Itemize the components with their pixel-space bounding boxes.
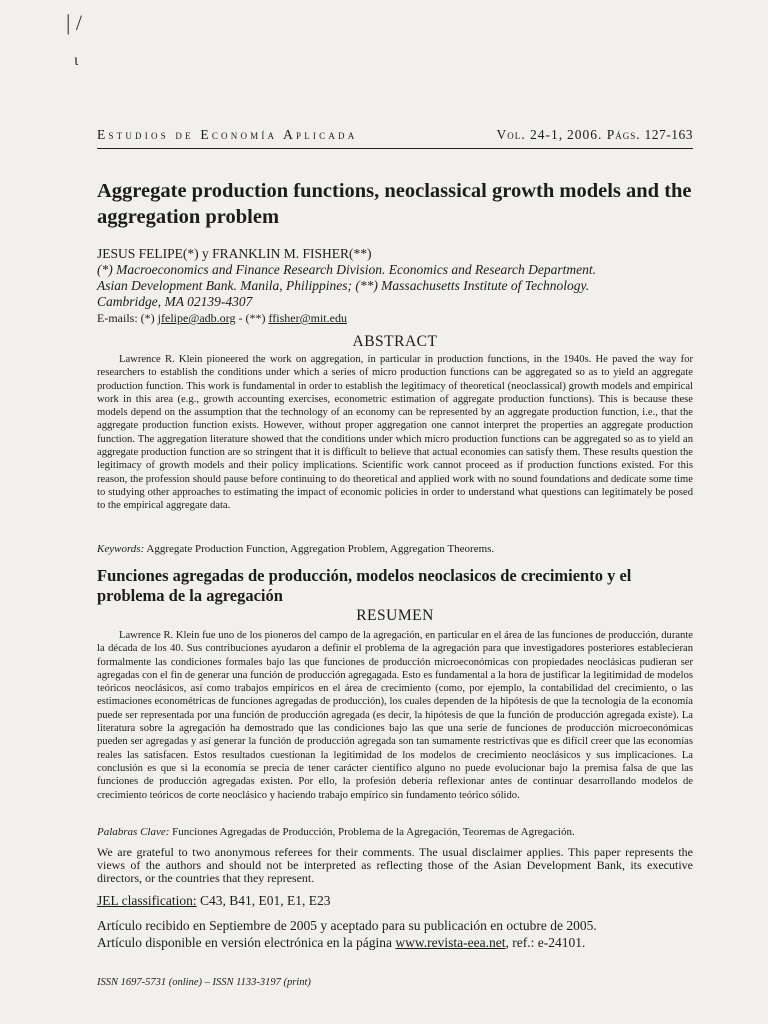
email-link-felipe[interactable]: jfelipe@adb.org [157,311,236,325]
email-link-fisher[interactable]: ffisher@mit.edu [268,311,347,325]
journal-year-pages: 2006. Págs. [566,127,641,142]
scan-mark-left: ι [74,52,79,69]
journal-header [97,127,693,143]
article-available [97,935,707,951]
jel-label: JEL classification: [97,893,197,908]
author-names: JESUS FELIPE(*) y FRANKLIN M. FISHER(**) [97,246,372,261]
palabras-clave-label: Palabras Clave: [97,826,170,838]
resumen-heading: RESUMEN [356,607,434,624]
keywords-line [97,542,693,556]
scan-mark-top: | / [66,10,83,35]
keywords-label: Keywords: [97,543,145,555]
affiliation-line-3: Cambridge, MA 02139-4307 [97,294,253,309]
journal-name: Estudios de Economía Aplicada [97,127,358,142]
jel-codes: C43, B41, E01, E1, E23 [199,893,331,908]
email-separator: - (**) [238,311,266,325]
article-ref: , ref.: e-24101. [505,935,586,950]
palabras-clave-line [97,825,693,839]
keywords-value: Aggregate Production Function, Aggregation Problem, Aggregation Theorems. [146,543,495,555]
spanish-title: Funciones agregadas de producción, modelos neoclasicos de crecimiento y el problema de la agregación [97,566,632,605]
paper-title: Aggregate production functions, neoclassical growth models and the aggregation problem [97,180,692,228]
email-prefix: E-mails: (*) [97,311,155,325]
header-rule [97,148,693,149]
abstract-heading: ABSTRACT [352,333,438,350]
resumen-text: Lawrence R. Klein fue uno de los pioneros del campo de la agregación, en particular en el área de las funciones de producción, durante la década de los 40. Sus contribuciones ayudaron a definir el problema de la agregación para que investigadores posteriores establecieran formalmente las condiciones formales bajo las que funciones de producción microeconómicas con propiedades neoclásicas pudieran ser agregadas con el fin de generar una función de producción agregagada. Esto es fundamental a la hora de justificar la legitimidad de modelos teóricos neoclásicos, así como trabajos empíricos en el área de crecimiento (como, por ejemplo, la contabilidad del crecimiento, o las estimaciones econométricas de funciones agregadas de producción), los cuales dependen de la hipótesis de que la tecnología de la economía puede ser representada por una función de producción agregada (es decir, la hipótesis de que la función de producción agregada existe). La literatura sobre la agregación ha demostrado que las condiciones bajo las que una serie de funciones de producción microeconómicas pueden ser agregadas y así generar la función de producción agregada son tan sumamente restrictivas que es difícil creer que las economías reales las satisfacen. Estos resultados cuestionan la legitimidad de los modelos de crecimiento neoclásicos y sus implicaciones. La conclusión es que si la economía se precia de tener carácter científico alguno no puede evolucionar bajo la premisa falsa de que las funciones de producción agregadas existen. Por ello, la profesión debería reflexionar antes de continuar desarrollando modelos de crecimiento teóricos de corte neoclásico y haciendo trabajo empírico sin fundamento teórico sólido. [97,630,693,801]
affiliation-line-2: Asian Development Bank. Manila, Philippines; (**) Massachusetts Institute of Technology. [97,278,590,293]
issn-line: ISSN 1697-5731 (online) – ISSN 1133-3197 (print) [97,977,311,988]
article-available-prefix: Artículo disponible en versión electrónica en la página [97,935,393,950]
journal-page-range: 127-163 [644,127,693,142]
palabras-clave-value: Funciones Agregadas de Producción, Problema de la Agregación, Teoremas de Agregación. [172,826,575,838]
acknowledgement-note: We are grateful to two anonymous referees for their comments. The usual disclaimer applies. This paper represents the views of the authors and should not be interpreted as reflecting those of the Asian Development Bank, its executive directors, or the countries that they represent. [97,845,693,885]
email-line [97,310,707,326]
author-block [97,246,707,326]
jel-classification [97,893,330,909]
affiliation-line-1: (*) Macroeconomics and Finance Research Division. Economics and Research Department. [97,262,596,277]
article-received: Artículo recibido en Septiembre de 2005 y aceptado para su publicación en octubre de 2005. [97,918,597,933]
abstract-text: Lawrence R. Klein pioneered the work on aggregation, in particular in production functions, in the 1940s. He paved the way for researchers to establish the conditions under which a series of micro production functions can be aggregated so as to yield an aggregate production function. This work is fundamental in order to establish the legitimacy of theoretical (neoclassical) growth models and empirical work in this area (e.g., growth accounting exercises, econometric estimation of aggregate production functions). This is because these models depend on the assumption that the technology of an economy can be represented by an aggregate production function, i.e., that the aggregate production function exists. However, without proper aggregation one cannot interpret the properties an aggregate production function. The aggregation literature showed that the conditions under which micro production functions can be aggregated so as to yield an aggregate production function are so stringent that it is difficult to believe that actual economies can satisfy them. These results question the legitimacy of growth models and their policy implications. Scientific work cannot proceed as if production functions existed. For this reason, the profession should pause before continuing to do theoretical and applied work with no sound foundations and dedicate some time to studying other approaches to estimating the impact of economic policies in order to understand what questions can legitimately be posed to the empirical aggregate data. [97,354,693,512]
journal-issue [496,127,693,143]
journal-volume: Vol. 24-1, [496,127,564,142]
journal-url-link[interactable]: www.revista-eea.net [395,935,506,950]
